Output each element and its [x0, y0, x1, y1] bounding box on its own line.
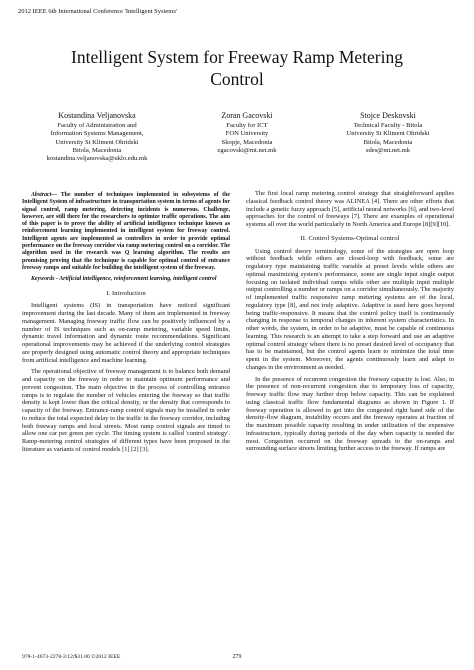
author-affiliation: Faculty for ICT	[226, 122, 268, 130]
section-heading-control-systems: II. Control Systems-Optimal control	[300, 234, 400, 242]
title-line-1: Intelligent System for Freeway Ramp Metering	[71, 47, 403, 67]
author-3	[322, 112, 454, 163]
author-affiliation: Information Systems Management,	[50, 130, 144, 138]
page-number: 279	[232, 654, 242, 660]
keywords: Keywords - Artificial intelligence, reinforcement learning, intelligent control	[31, 276, 217, 283]
right-column	[246, 190, 454, 457]
author-name: Stojce Deskovski	[360, 111, 416, 120]
paragraph: Using control theory terminology, some of the strategies are open loop without feedback while others are closed-loop with feedback; some are regulatory type maintaining traffic variable at preset levels while others are optimal maximizing system's performance, some are single input single output focusing on isolated individual ramps while other are multiple input multiple output controlling a number or ramps on a corridor simultaneously. The majority of implemented traffic responsive ramp metering systems are of the local, regulatory type [8], and not truly adaptive. Adaptive is used here goes beyond being traffic-responsive. It means that the control policy itself is continuously changing in response to temporal changes in inherent system characteristics. In other words, the system, in order to be adaptive, must be capable of continuous learning. This research is an attempt to take a step forward and use an adaptive optimal control strategy where there is no preset desired level of occupancy that has to be maintained, but the control agents learn to minimize the total time spent in the system. Moreover, the agents continuously learn and adapt to changes in the environment as needed.	[246, 247, 454, 371]
paragraph: The operational objective of freeway management is to balance both demand and capacity on the freeway in order to maintain optimum performance and prevent congestion. The main objective in the process of controlling entrance ramps is to regulate the number of vehicles entering the freeway so that traffic density is kept lower than the critical density, or the density that corresponds to capacity of the freeway. Entrance-ramp control signals may be installed in order to reduce the total expected delay to the traffic in the freeway corridor, including both freeway ramps and local streets. Most ramp control signals are timed to allow one car per green per cycle. The timing system is called 'control strategy'. Ramp-metering control strategies of different types have been proposed in the literature as variants of control models [1] [2] [3].	[22, 368, 230, 453]
abstract	[22, 192, 230, 272]
left-column	[22, 192, 230, 458]
abstract-label: Abstract	[31, 192, 52, 198]
copyright-footer: 978-1-4673-2278-2/12/$31.00 ©2012 IEEE	[22, 654, 121, 660]
conference-header: 2012 IEEE 6th International Conference 'Intelligent Systems'	[18, 8, 178, 15]
author-2	[172, 112, 322, 163]
title-line-2: Control	[210, 69, 264, 89]
author-affiliation: FON University	[225, 130, 269, 138]
author-affiliation: Bitola, Macedonia	[363, 138, 413, 146]
paragraph: In the presence of recurrent congestion the freeway capacity is lost. Also, in the presence of non-recurrent congestion due to temporary loss of capacity, freeway traffic flow may further drop below capacity. This can be explained using classical traffic flow fundamental diagrams as shown in Figure 1. If freeway operation is allowed to get into the congested right hand side of the density-flow diagram, instability occurs and the freeway operates at fraction of the maximum possible capacity resulting in under utilization of the expensive infrastructure, typically during periods of the day when capacity is needed the most. Congestion occurred on the freeway spreads to the on-ramps and surrounding surface streets limiting further access to the freeway. If ramps are	[246, 375, 454, 453]
author-affiliation: Technical Faculty - Bitola	[353, 122, 423, 130]
author-name: Kostandina Veljanovska	[58, 111, 136, 120]
author-affiliation: University St Kliment Ohridski	[55, 138, 139, 146]
section-heading-introduction: I. Introduction	[106, 289, 146, 297]
author-affiliation: University St Kliment Ohridski	[346, 130, 430, 138]
author-affiliation: Skopje, Macedonia	[221, 138, 273, 146]
paper-title	[0, 46, 474, 90]
abstract-text: — The number of techniques implemented in subsystems of the Intelligent System of infrastructure in transportation system in terms of agents for signal control, ramp metering, detecting incidents is numerous. Challenge, however, are still there for the researchers to optimize traffic operations. The aim of this paper is to prove the ability of artificial intelligence technique known as reinforcement learning implemented in intelligent system for freeway control. Intelligent agents are implemented as controllers in order to provide optimal performance on the freeway corridor via ramp metering control on a corridor. The algorithm used in the research was Q learning algorithm. The results are promising proving that the technique is capable for optimal control of entrance freeway ramps and suitable for building the intelligent system of the freeway.	[22, 192, 230, 271]
author-email: zgacovski@mt.net.mk	[217, 146, 277, 154]
author-block	[22, 112, 454, 163]
author-name: Zoran Gacovski	[221, 111, 273, 120]
paragraph: Intelligent systems (IS) in transportation have noticed significant improvement during the last decade. Many of them are implemented in freeway management. Managing freeway traffic flow can be positively influenced by a number of IS techniques such as on-ramp metering, variable speed limits, dynamic travel information and dynamic route recommendations. Significant operational improvements may be achieved if the underlying control strategies are properly designed using automatic control theory and appropriate techniques from artificial intelligence and machine learning.	[22, 302, 230, 364]
author-affiliation: Bitola, Macedonia	[72, 146, 122, 154]
author-email: kostandina.veljanovska@uklo.edu.mk	[46, 155, 148, 163]
author-1	[22, 112, 172, 163]
paragraph: The first local ramp metering control strategy that straightforward applies classical feedback control theory was ALINEA [4]. There are other efforts that include a genetic fuzzy approach [5], artificial neural networks [6], and two-level approaches for the control of freeways [7]. There are examples of operational systems all over the world particularly in North America and Europe [8][9][10].	[246, 190, 454, 228]
author-email: sdes@mt.net.mk	[365, 146, 411, 154]
author-affiliation: Faculty of Administration and	[57, 122, 137, 130]
